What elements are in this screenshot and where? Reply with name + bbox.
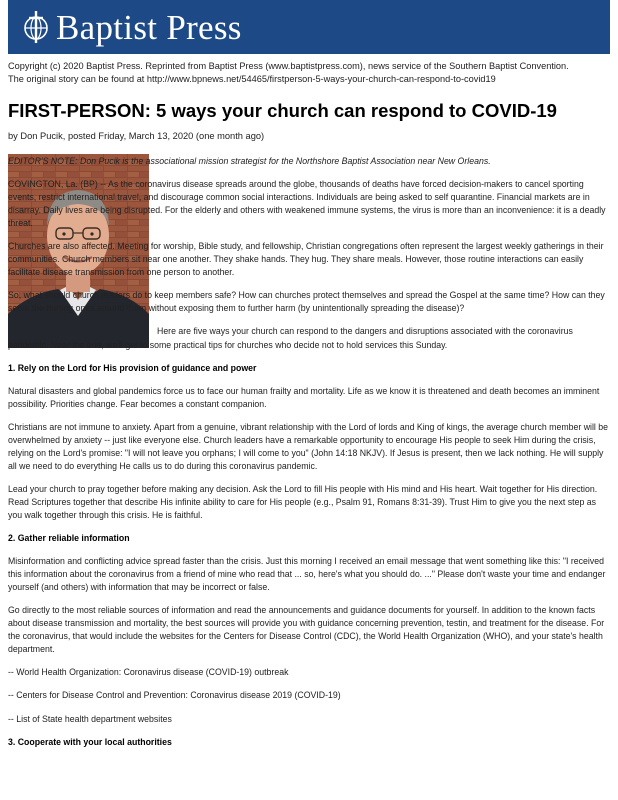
article-byline: by Don Pucik, posted Friday, March 13, 2020 (one month ago) [8, 131, 265, 141]
section-heading-3: 3. Cooperate with your local authorities [8, 736, 172, 747]
header-banner [8, 0, 610, 54]
who-link[interactable]: -- World Health Organization: Coronavirus disease (COVID-19) outbreak [8, 667, 289, 678]
state-health-link[interactable]: -- List of State health department websites [8, 713, 172, 724]
paragraph: Churches are also affected. Meeting for worship, Bible study, and fellowship, Christian congregations often represent the largest weekly gatherings in their communities. Church members sit near one another. They shake hands. They hug. They share meals. However, those routine interactions can easily facilitate disease transmission from one person to another. [8, 241, 604, 278]
copyright-line: Copyright (c) 2020 Baptist Press. Reprinted from Baptist Press (www.baptistpress.com), news service of the Southern Baptist Convention. [8, 61, 569, 71]
paragraph: Go directly to the most reliable sources of information and read the announcements and guidance documents for yourself. In addition to the known facts about disease transmission and mortality, the best sources will provide you with guidance concerning prevention, testin, and treatment for the disease. For the coronavirus, that would include the websites for the Centers for Disease Control (CDC), the World Health Organization (WHO), and your state's health department. [8, 605, 605, 655]
section-heading-1: 1. Rely on the Lord for His provision of guidance and power [8, 362, 257, 373]
paragraph: COVINGTON, La. (BP) -- As the coronavirus disease spreads around the globe, thousands of deaths have forced decision-makers to cancel sporting events, restrict international travel, and discourage common social interactions. Individuals are being asked to self quarantine. Financial markets are in disarray. Daily lives are being disrupted. For the elderly and others with weakened immune systems, the virus is more than an inconvenience: it is a deadly threat. [8, 179, 606, 229]
editor-note: EDITOR'S NOTE: Don Pucik is the associational mission strategist for the Northshore Baptist Association near New Orleans. [8, 156, 491, 166]
paragraph: Natural disasters and global pandemics force us to face our human frailty and mortality. Life as we know it is threatened and death becomes an imminent possibility. Priorities change. Fear becomes a constant companion. [8, 385, 600, 409]
paragraph: Christians are not immune to anxiety. Apart from a genuine, vibrant relationship with the Lord of lords and King of kings, the average church member will be overwhelmed by anxiety -- just like everyone else. Church leaders have a remarkable opportunity to encourage His people to seek Him during the crisis, relying on the Lord's promise: "I will not leave you orphans; I will come to you" (John 14:18 NKJV). If Jesus is present, then we lack nothing. He will supply all we need to do everything He calls us to do during this coronavirus pandemic. [8, 421, 609, 471]
article-title: FIRST-PERSON: 5 ways your church can respond to COVID-19 [8, 100, 557, 121]
article-body [8, 155, 610, 759]
paragraph: Lead your church to pray together before making any decision. Ask the Lord to fill His people with His mind and His heart. Wait together for His direction. Read Scriptures together that describe His infinite ability to care for His people (e.g., Psalm 91, Romans 8:31-39). Trust Him to give you the next step as you walk together through this crisis. He is faithful. [8, 483, 598, 520]
original-story-link[interactable]: The original story can be found at http://www.bpnews.net/54465/firstperson-5-ways-your-church-can-respond-to-covid19 [8, 74, 496, 84]
cross-globe-icon [22, 10, 50, 44]
paragraph: Misinformation and conflicting advice spread faster than the crisis. Just this morning I received an email message that went something like this: "I received this information about the coronavirus from a friend of mine who read that ... so, here's what you should do. ..." Please don't waste your time and endanger yourself (and others) with information that may be incorrect or false. [8, 556, 606, 593]
paragraph: So, what should church leaders do to keep members safe? How can churches protect themselves and spread the Gospel at the same time? How can they serve the hurting ones around them without exposing them to further harm (by unintentionally spreading the disease)? [8, 290, 605, 314]
site-logo-text[interactable]: Baptist Press [56, 7, 242, 47]
paragraph: Here are five ways your church can respond to the dangers and disruptions associated with the coronavirus pandemic. Near the end, we'll get to some practical tips for churches who decide not to hold services this Sunday. [8, 326, 573, 350]
copyright-notice [8, 60, 610, 86]
section-heading-2: 2. Gather reliable information [8, 533, 130, 544]
cdc-link[interactable]: -- Centers for Disease Control and Prevention: Coronavirus disease 2019 (COVID-19) [8, 690, 341, 701]
